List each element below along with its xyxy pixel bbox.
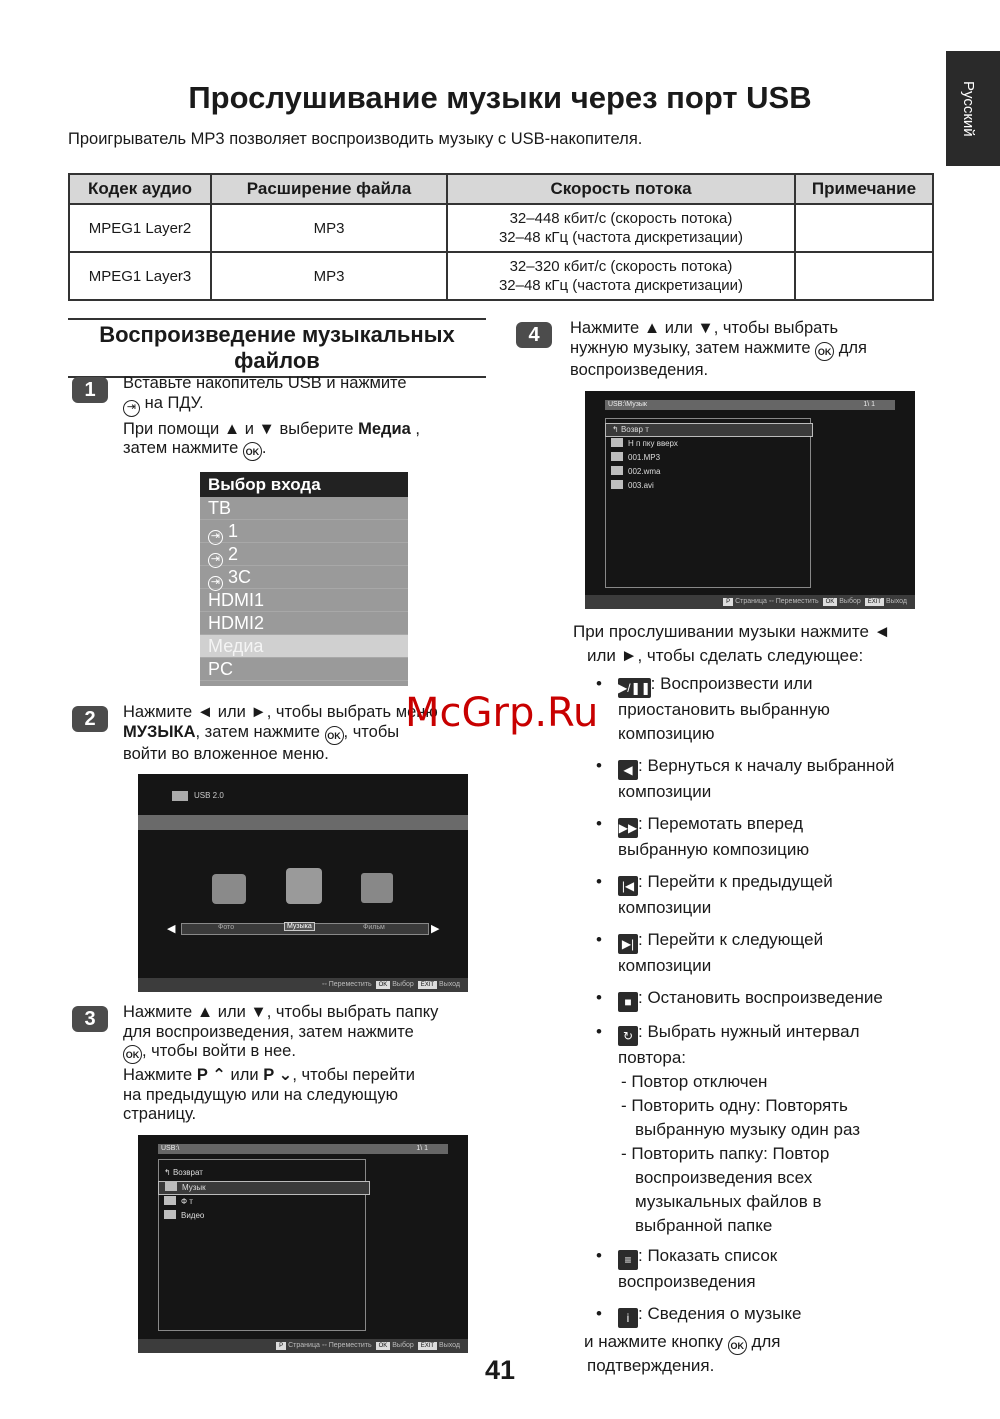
music-player-icon[interactable] [286,868,322,904]
menu-item-media[interactable]: Медиа [200,635,408,658]
ok-chip: OK [376,981,391,989]
note-cell [795,252,933,300]
step-fragment: , чтобы войти в нее. [142,1042,296,1060]
repeat-option: - Повторить папку: Повтор [621,1144,830,1163]
bullet-text: : Вернуться к началу выбранной [638,756,895,775]
step-line: Нажмите ▲ или ▼, чтобы выбрать [570,319,839,337]
step-line [570,339,940,361]
play-pause-icon: ▶/❚❚ [618,678,651,698]
menu-header: Выбор входа [200,472,408,497]
step-line: Вставьте накопитель USB и нажмите [123,374,407,392]
bullet-dot: • [596,674,602,693]
exit-chip: EXIT [865,598,884,606]
input-source-icon: ⇥ [208,553,223,568]
list-item-label: 002.wma [628,467,661,476]
watermark: McGrp.Ru [405,690,599,736]
during-play-text [573,620,891,668]
photo-camera-icon[interactable] [212,874,246,904]
exit-chip: EXIT [418,1342,437,1350]
stop-icon: ■ [618,992,638,1012]
bullet-play-pause [596,672,938,746]
ext-cell: MP3 [211,252,447,300]
page-indicator: 1\ 1 [863,401,875,408]
repeat-option: воспроизведения всех [635,1168,813,1187]
step-fragment: , [410,419,420,438]
path-label: USB:\ [161,1145,180,1152]
bullet-text: : Воспроизвести или [650,674,813,693]
p-chip: P [276,1342,286,1350]
footer-label: Выход [439,1342,460,1349]
step-line: Нажмите ▲ или ▼, чтобы выбрать папку [123,1003,439,1021]
codec-table [68,173,934,301]
header-cell: Примечание [795,174,933,204]
footer-label: Страница [288,1342,320,1349]
input-select-menu [200,472,408,686]
repeat-option: - Повторить одну: Повторять [621,1096,848,1115]
music-screen [585,391,915,609]
menu-item-input-3c[interactable] [200,566,408,589]
bullet-text: композицию [618,724,715,743]
usb-icon [172,791,188,801]
step-fragment: . [261,439,267,457]
ok-icon: OK [815,342,834,361]
note-cell [795,204,933,252]
step-line [123,1042,493,1064]
bullet-dot: • [596,756,602,775]
bullet-text: приостановить выбранную [618,700,830,719]
step-bold: МУЗЫКА [123,722,196,741]
list-item-file[interactable] [611,452,660,464]
list-item-label: Возвр т [620,425,649,434]
step-line [123,420,483,440]
back-arrow-icon: ↰ [612,425,619,434]
bullet-text: : Показать список [638,1246,778,1265]
folder-icon [164,1210,176,1219]
footer-label: Выбор [839,598,861,605]
rate-cell [447,204,795,252]
step-fragment: Нажмите [123,1066,197,1084]
step-fragment: нужную музыку, затем нажмите [570,338,816,357]
list-item-back[interactable] [605,423,813,437]
list-item-label: Ф т [181,1197,193,1206]
list-item-label: 003.avi [628,481,654,490]
language-tab: Русский [946,51,1000,166]
folder-footer [138,1339,468,1353]
step-fragment: При помощи ▲ и ▼ выберите [123,419,359,438]
bullet-rewind [596,754,948,804]
bullet-dot: • [596,930,602,949]
p-chip: P [723,598,733,606]
ok-chip: OK [823,598,838,606]
folder-icon [165,1182,177,1191]
footer-label: Выбор [392,1342,414,1349]
page-down-key: P ⌄ [263,1066,293,1084]
footer-label: Переместить [328,981,372,988]
bullet-dot: • [596,1246,602,1265]
step-1-badge: 1 [72,377,108,403]
rate-line: 32–48 кГц (частота дискретизации) [498,229,744,246]
step-fragment: , чтобы перейти [292,1066,415,1084]
rate-cell [447,252,795,300]
menu-item-tv[interactable]: ТВ [200,497,408,520]
bullet-dot: • [596,814,602,833]
header-cell: Скорость потока [447,174,795,204]
input-source-icon: ⇥ [208,530,223,545]
footer-label: Выход [439,981,460,988]
bullet-text: : Перейти к следующей [638,930,824,949]
menu-item-pc[interactable]: PC [200,658,408,681]
page-number: 41 [484,1355,516,1385]
codec-cell: MPEG1 Layer2 [69,204,211,252]
bullet-info [596,1302,938,1328]
bullet-text: : Перейти к предыдущей [638,872,833,891]
page-title: Прослушивание музыки через порт USB [188,80,812,115]
text-line: или ►, чтобы сделать следующее: [587,646,864,665]
step-line [123,1066,493,1086]
menu-item-label: 2 [228,544,239,564]
bullet-next [596,928,938,978]
footer-label: Переместить [775,598,819,605]
info-icon: i [618,1308,638,1328]
move-icon: ◦◦ [768,598,774,605]
list-item-up-folder[interactable] [611,438,678,450]
bullet-stop [596,986,938,1012]
list-item-label: Музык [182,1183,206,1192]
bullet-playlist [596,1244,938,1294]
bullet-text: композиции [618,898,712,917]
table-row [69,252,933,300]
film-clapper-icon[interactable] [361,873,393,903]
bullet-text: композиции [618,956,712,975]
bullet-forward [596,812,938,862]
previous-track-icon: |◀ [618,876,638,896]
step-4-text [570,319,940,380]
header-cell: Расширение файла [211,174,447,204]
text-line [584,1331,781,1355]
page-up-key: P ⌃ [196,1066,226,1084]
table-header [69,174,933,204]
step-line: для воспроизведения, затем нажмите [123,1022,414,1041]
list-item-label: Н п пку вверх [628,439,678,448]
repeat-options [621,1070,941,1238]
list-item-label: Возврат [172,1168,203,1177]
arrow-left-icon[interactable]: ◀ [167,923,176,935]
media-screen [138,774,468,992]
step-4-badge: 4 [516,322,552,348]
step-bold: Медиа [358,419,411,438]
ext-cell: MP3 [211,204,447,252]
bullet-text: : Выбрать нужный интервал [638,1022,860,1041]
ok-chip: OK [376,1342,391,1350]
bullet-text: : Остановить воспроизведение [638,988,883,1007]
repeat-option: - Повтор отключен [621,1072,768,1091]
step-line: войти во вложенное меню. [123,744,329,763]
step-line: страницу. [123,1105,197,1123]
music-file-icon [611,466,623,475]
step-line [123,394,483,417]
bullet-dot: • [596,1022,602,1041]
menu-item-hdmi2[interactable]: HDMI2 [200,612,408,635]
tab-film[interactable]: Фильм [363,924,385,931]
tab-photo[interactable]: Фото [218,924,235,931]
step-1-text [123,374,483,461]
footer-label: Выход [886,598,907,605]
folder-icon [164,1196,176,1205]
step-line: на предыдущую или на следующую [123,1085,398,1104]
section-title: Воспроизведение музыкальных файлов [68,318,486,378]
bullet-text: : Перемотать вперед [638,814,803,833]
step-line: Нажмите ◄ или ►, чтобы выбрать меню [123,703,438,721]
step-fragment: , затем нажмите [195,722,325,741]
text-fragment: и нажмите кнопку [584,1332,728,1351]
list-item-label: 001.MP3 [628,453,661,462]
exit-chip: EXIT [418,981,437,989]
media-footer [138,978,468,992]
bullet-dot: • [596,872,602,891]
bullet-repeat [596,1020,938,1070]
folder-screen [138,1135,468,1353]
repeat-option: выбранной папке [635,1216,773,1235]
menu-item-input-1[interactable] [200,520,408,543]
step-fragment: для [834,338,867,357]
move-icon: ◦◦ [321,981,327,988]
table-row [69,204,933,252]
bullet-text: воспроизведения [618,1272,756,1291]
text-line: При прослушивании музыки нажмите ◄ [573,622,891,641]
input-source-icon: ⇥ [123,400,140,417]
arrow-right-icon[interactable]: ▶ [431,923,440,935]
fast-forward-icon: ▶▶ [618,818,638,838]
step-fragment: , чтобы [343,722,400,741]
list-item-music[interactable] [158,1181,370,1195]
step-fragment: на ПДУ. [140,393,204,412]
path-bar [605,400,895,410]
menu-item-hdmi1[interactable]: HDMI1 [200,589,408,612]
media-bar [138,815,468,830]
bullet-text: : Сведения о музыке [638,1304,802,1323]
bullet-dot: • [596,988,602,1007]
move-icon: ◦◦ [321,1342,327,1349]
menu-item-input-2[interactable] [200,543,408,566]
rewind-icon: ◀ [618,760,638,780]
ok-icon: OK [728,1336,747,1355]
music-file-icon [611,452,623,461]
list-item-photo[interactable] [164,1196,193,1208]
codec-cell: MPEG1 Layer3 [69,252,211,300]
list-item-video[interactable] [164,1210,204,1222]
text-fragment: для [746,1332,781,1351]
step-line: воспроизведения. [570,360,709,379]
ok-icon: OK [243,442,262,461]
rate-line: 32–448 кбит/с (скорость потока) [509,210,733,227]
step-fragment: или [225,1066,264,1084]
ok-icon: OK [325,726,344,745]
rate-line: 32–48 кГц (частота дискретизации) [498,277,744,294]
repeat-option: выбранную музыку один раз [635,1120,861,1139]
ok-icon: OK [123,1045,142,1064]
rate-line: 32–320 кбит/с (скорость потока) [509,258,733,275]
back-arrow-icon: ↰ [164,1168,171,1177]
folder-up-icon [611,438,623,447]
bullet-text: повтора: [618,1048,686,1067]
list-item-label: Видео [181,1211,205,1220]
step-2-badge: 2 [72,706,108,732]
next-track-icon: ▶| [618,934,638,954]
path-bar [158,1144,448,1154]
header-cell: Кодек аудио [69,174,211,204]
menu-item-label: 1 [228,521,239,541]
footer-label: Страница [735,598,767,605]
repeat-option: музыкальных файлов в [635,1192,822,1211]
bullet-previous [596,870,938,920]
bullet-dot: • [596,1304,602,1323]
step-3-badge: 3 [72,1006,108,1032]
list-item-file[interactable] [611,480,654,492]
intro-text: Проигрыватель MP3 позволяет воспроизводить музыку с USB-накопителя. [68,130,643,148]
bullet-text: композиции [618,782,712,801]
usb-label: USB 2.0 [194,791,224,800]
tab-music[interactable]: Музыка [284,922,315,931]
repeat-icon: ↻ [618,1026,638,1046]
input-source-icon: ⇥ [208,576,223,591]
playlist-icon: ≡ [618,1250,638,1270]
step-fragment: затем нажмите [123,439,243,457]
step-line [123,439,483,461]
menu-item-label: 3C [228,567,252,587]
path-label: USB:\Музык [608,401,647,408]
music-file-icon [611,480,623,489]
step-3-text [123,1003,493,1125]
page-indicator: 1\ 1 [416,1145,428,1152]
text-line: подтверждения. [587,1356,715,1375]
footer-label: Переместить [328,1342,372,1349]
list-item-back[interactable] [164,1167,203,1179]
list-item-file[interactable] [611,466,660,478]
bullet-text: выбранную композицию [618,840,810,859]
footer-label: Выбор [392,981,414,988]
music-footer [585,595,915,609]
